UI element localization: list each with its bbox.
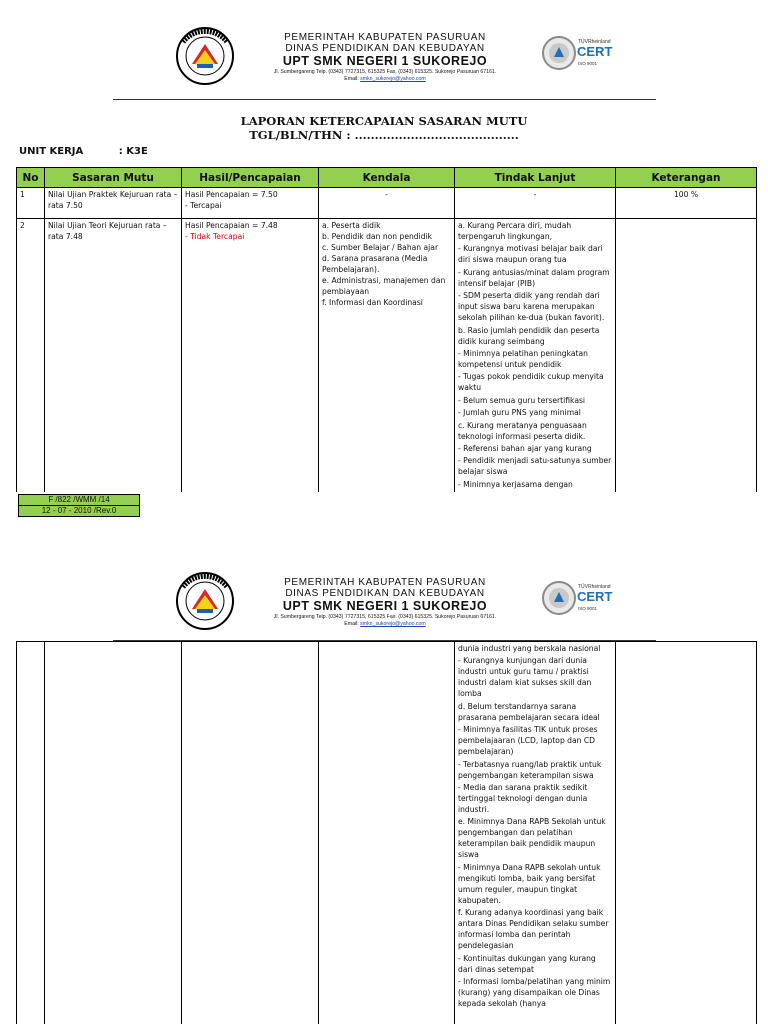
email-link[interactable]: smkn_sukorejo@yahoo.com [360, 76, 426, 82]
school-address: Jl. Sumbergareng Telp. (0343) 7727315, 615325 Fax. (0343) 615325. Sukorejo Pasuruan 67161. [273, 614, 497, 620]
school-name: UPT SMK NEGERI 1 SUKOREJO [282, 599, 488, 613]
email-label: Email: [344, 76, 359, 82]
report-date-line: TGL/BLN/THN : ......................................... [249, 128, 519, 142]
col-header-no: No [17, 168, 45, 188]
list-item: e. Administrasi, manajemen dan pembiayaan [322, 276, 446, 296]
list-item: d. Belum terstandarnya sarana prasarana pembelajaran secara ideal [458, 701, 600, 722]
government-name: PEMERINTAH KABUPATEN PASURUAN [284, 32, 486, 43]
cell-sasaran: Nilai Ujian Praktek Kejuruan rata – rata 7.50 [45, 188, 182, 219]
list-item: - Informasi lomba/pelatihan yang minim (kurang) yang disampaikan ole Dinas kepada sekolah (hanya [458, 976, 611, 1008]
list-item: f. Informasi dan Koordinasi [322, 298, 423, 307]
unit-kerja [19, 146, 148, 157]
list-item: - SDM peserta didik yang rendah dari input siswa baru karena merupakan sekolah pilihan ke-dua (bukan favorit). [458, 291, 605, 323]
government-name: PEMERINTAH KABUPATEN PASURUAN [284, 577, 486, 588]
cell-keterangan [616, 642, 757, 1024]
sasaran-mutu-table-continued [16, 641, 757, 1024]
list-item: - Minimnya kerjasama dengan [458, 479, 573, 489]
hasil-status: - Tercapai [185, 201, 222, 210]
email-link[interactable]: smkn_sukorejo@yahoo.com [360, 621, 426, 627]
letterhead [0, 0, 768, 100]
cell-sasaran: Nilai Ujian Teori Kejuruan rata – rata 7.48 [45, 219, 182, 493]
svg-text:TÜVRheinland: TÜVRheinland [578, 584, 611, 590]
hasil-value: Hasil Pencapaian = 7.48 [185, 221, 278, 230]
unit-value: : K3E [118, 146, 148, 157]
letterhead-text [240, 32, 530, 83]
col-header-sasaran: Sasaran Mutu [45, 168, 182, 188]
col-header-keterangan: Keterangan [616, 168, 757, 188]
cell-kendala [319, 219, 455, 493]
cell-hasil [182, 219, 319, 493]
list-item: a. Kurang Percara diri, mudah terpengaruh lingkungan, [458, 221, 572, 241]
list-item: - Kurangnya kunjungan dari dunia industri untuk guru tamu / praktisi industri dalam kiat sukses skill dan lomba [458, 656, 592, 699]
letterhead-text [240, 577, 530, 628]
list-item: a. Peserta didik [322, 221, 381, 230]
table-row [17, 642, 757, 1024]
cell-hasil [182, 642, 319, 1024]
school-email-line [240, 621, 530, 628]
col-header-tindak-lanjut: Tindak Lanjut [455, 168, 616, 188]
list-item: - Minimnya pelatihan peningkatan kompetensi untuk pendidik [458, 348, 588, 369]
cell-sasaran [45, 642, 182, 1024]
table-header-row [17, 168, 757, 188]
list-item: f. Kurang adanya koordinasi yang baik antara Dinas Pendidikan selaku sumber informasi lomba dan perintah pendelegasian [458, 908, 609, 951]
list-item: b. Pendidik dan non pendidik [322, 232, 433, 241]
department-name: DINAS PENDIDIKAN DAN KEBUDAYAN [285, 43, 485, 54]
col-header-kendala: Kendala [319, 168, 455, 188]
tuv-cert-badge-icon [540, 579, 620, 617]
department-name: DINAS PENDIDIKAN DAN KEBUDAYAN [285, 588, 485, 599]
list-item: c. Kurang meratanya penguasaan teknologi informasi peserta didik. [458, 420, 587, 441]
list-item: - Referensi bahan ajar yang kurang [458, 443, 592, 453]
school-name: UPT SMK NEGERI 1 SUKOREJO [282, 54, 488, 68]
document-page-2 [0, 545, 768, 1024]
form-code: F /822 /WMM /14 [48, 495, 110, 504]
cell-keterangan [616, 219, 757, 493]
list-item: - Media dan sarana praktik sedikit tertinggal teknologi dengan dunia industri. [458, 782, 588, 814]
list-item: d. Sarana prasarana (Media Pembelajaran). [322, 254, 428, 274]
table-row [17, 219, 757, 493]
list-item: - Belum semua guru tersertifikasi [458, 395, 586, 405]
form-code-box [18, 494, 140, 517]
table-row [17, 188, 757, 219]
school-email-line [240, 76, 530, 83]
letterhead [0, 545, 768, 645]
tuv-cert-badge-icon [540, 34, 620, 72]
cell-tindak-lanjut [455, 219, 616, 493]
sasaran-mutu-table [16, 167, 757, 492]
unit-label: UNIT KERJA [19, 146, 84, 157]
svg-text:TÜVRheinland: TÜVRheinland [578, 39, 611, 45]
list-item: - Kurangnya motivasi belajar baik dari diri siswa maupun orang tua [458, 244, 603, 265]
list-item: - Minimnya Dana RAPB sekolah untuk mengikuti lomba, baik yang bersifat umum reguler, maupun tingkat kabupaten. [458, 862, 601, 905]
svg-text:CERT: CERT [577, 589, 613, 604]
email-label: Email: [344, 621, 359, 627]
cell-keterangan: 100 % [616, 188, 757, 219]
col-header-hasil: Hasil/Pencapaian [182, 168, 319, 188]
list-item: dunia industri yang berskala nasional [458, 644, 601, 653]
cell-hasil [182, 188, 319, 219]
cell-tindak-lanjut [455, 642, 616, 1024]
list-item: e. Minimnya Dana RAPB Sekolah untuk pengembangan dan pelatihan keterampilan baik pendidik maupun siswa [458, 817, 606, 860]
list-item: c. Sumber Belajar / Bahan ajar [322, 243, 439, 252]
list-item: - Tugas pokok pendidik cukup menyita waktu [458, 372, 604, 393]
school-address: Jl. Sumbergareng Telp. (0343) 7727315, 615325 Fax. (0343) 615325. Sukorejo Pasuruan 67161. [273, 69, 497, 75]
cell-no [17, 642, 45, 1024]
form-revision: 12 - 07 - 2010 /Rev.0 [19, 505, 139, 516]
list-item: - Kurang antusias/minat dalam program intensif belajar (PIB) [458, 267, 610, 288]
svg-text:CERT: CERT [577, 44, 613, 59]
cell-kendala: - [319, 188, 455, 219]
list-item: - Pendidik menjadi satu-satunya sumber belajar siswa [458, 456, 612, 477]
hasil-value: Hasil Pencapaian = 7.50 [185, 190, 278, 199]
report-title: LAPORAN KETERCAPAIAN SASARAN MUTU [240, 114, 528, 128]
list-item: - Minimnya fasilitas TIK untuk proses pembelajaaran (LCD, laptop dan CD pembelajaran) [458, 725, 598, 757]
list-item: - Kontinuitas dukungan yang kurang dari dinas setempat [458, 953, 596, 974]
list-item: b. Rasio jumlah pendidik dan peserta didik kurang seimbang [458, 325, 600, 346]
report-title-block [0, 114, 768, 142]
cell-no: 2 [17, 219, 45, 493]
list-item: - Terbatasnya ruang/lab praktik untuk pengembangan keterampilan siswa [458, 759, 602, 780]
cell-no: 1 [17, 188, 45, 219]
cell-kendala [319, 642, 455, 1024]
svg-text:ISO 9001: ISO 9001 [578, 61, 598, 66]
list-item: - Jumlah guru PNS yang minimal [458, 408, 581, 418]
hasil-status: - Tidak Tercapai [185, 232, 245, 241]
letterhead-divider [113, 99, 656, 100]
cell-tindak-lanjut: - [455, 188, 616, 219]
svg-text:ISO 9001: ISO 9001 [578, 606, 598, 611]
